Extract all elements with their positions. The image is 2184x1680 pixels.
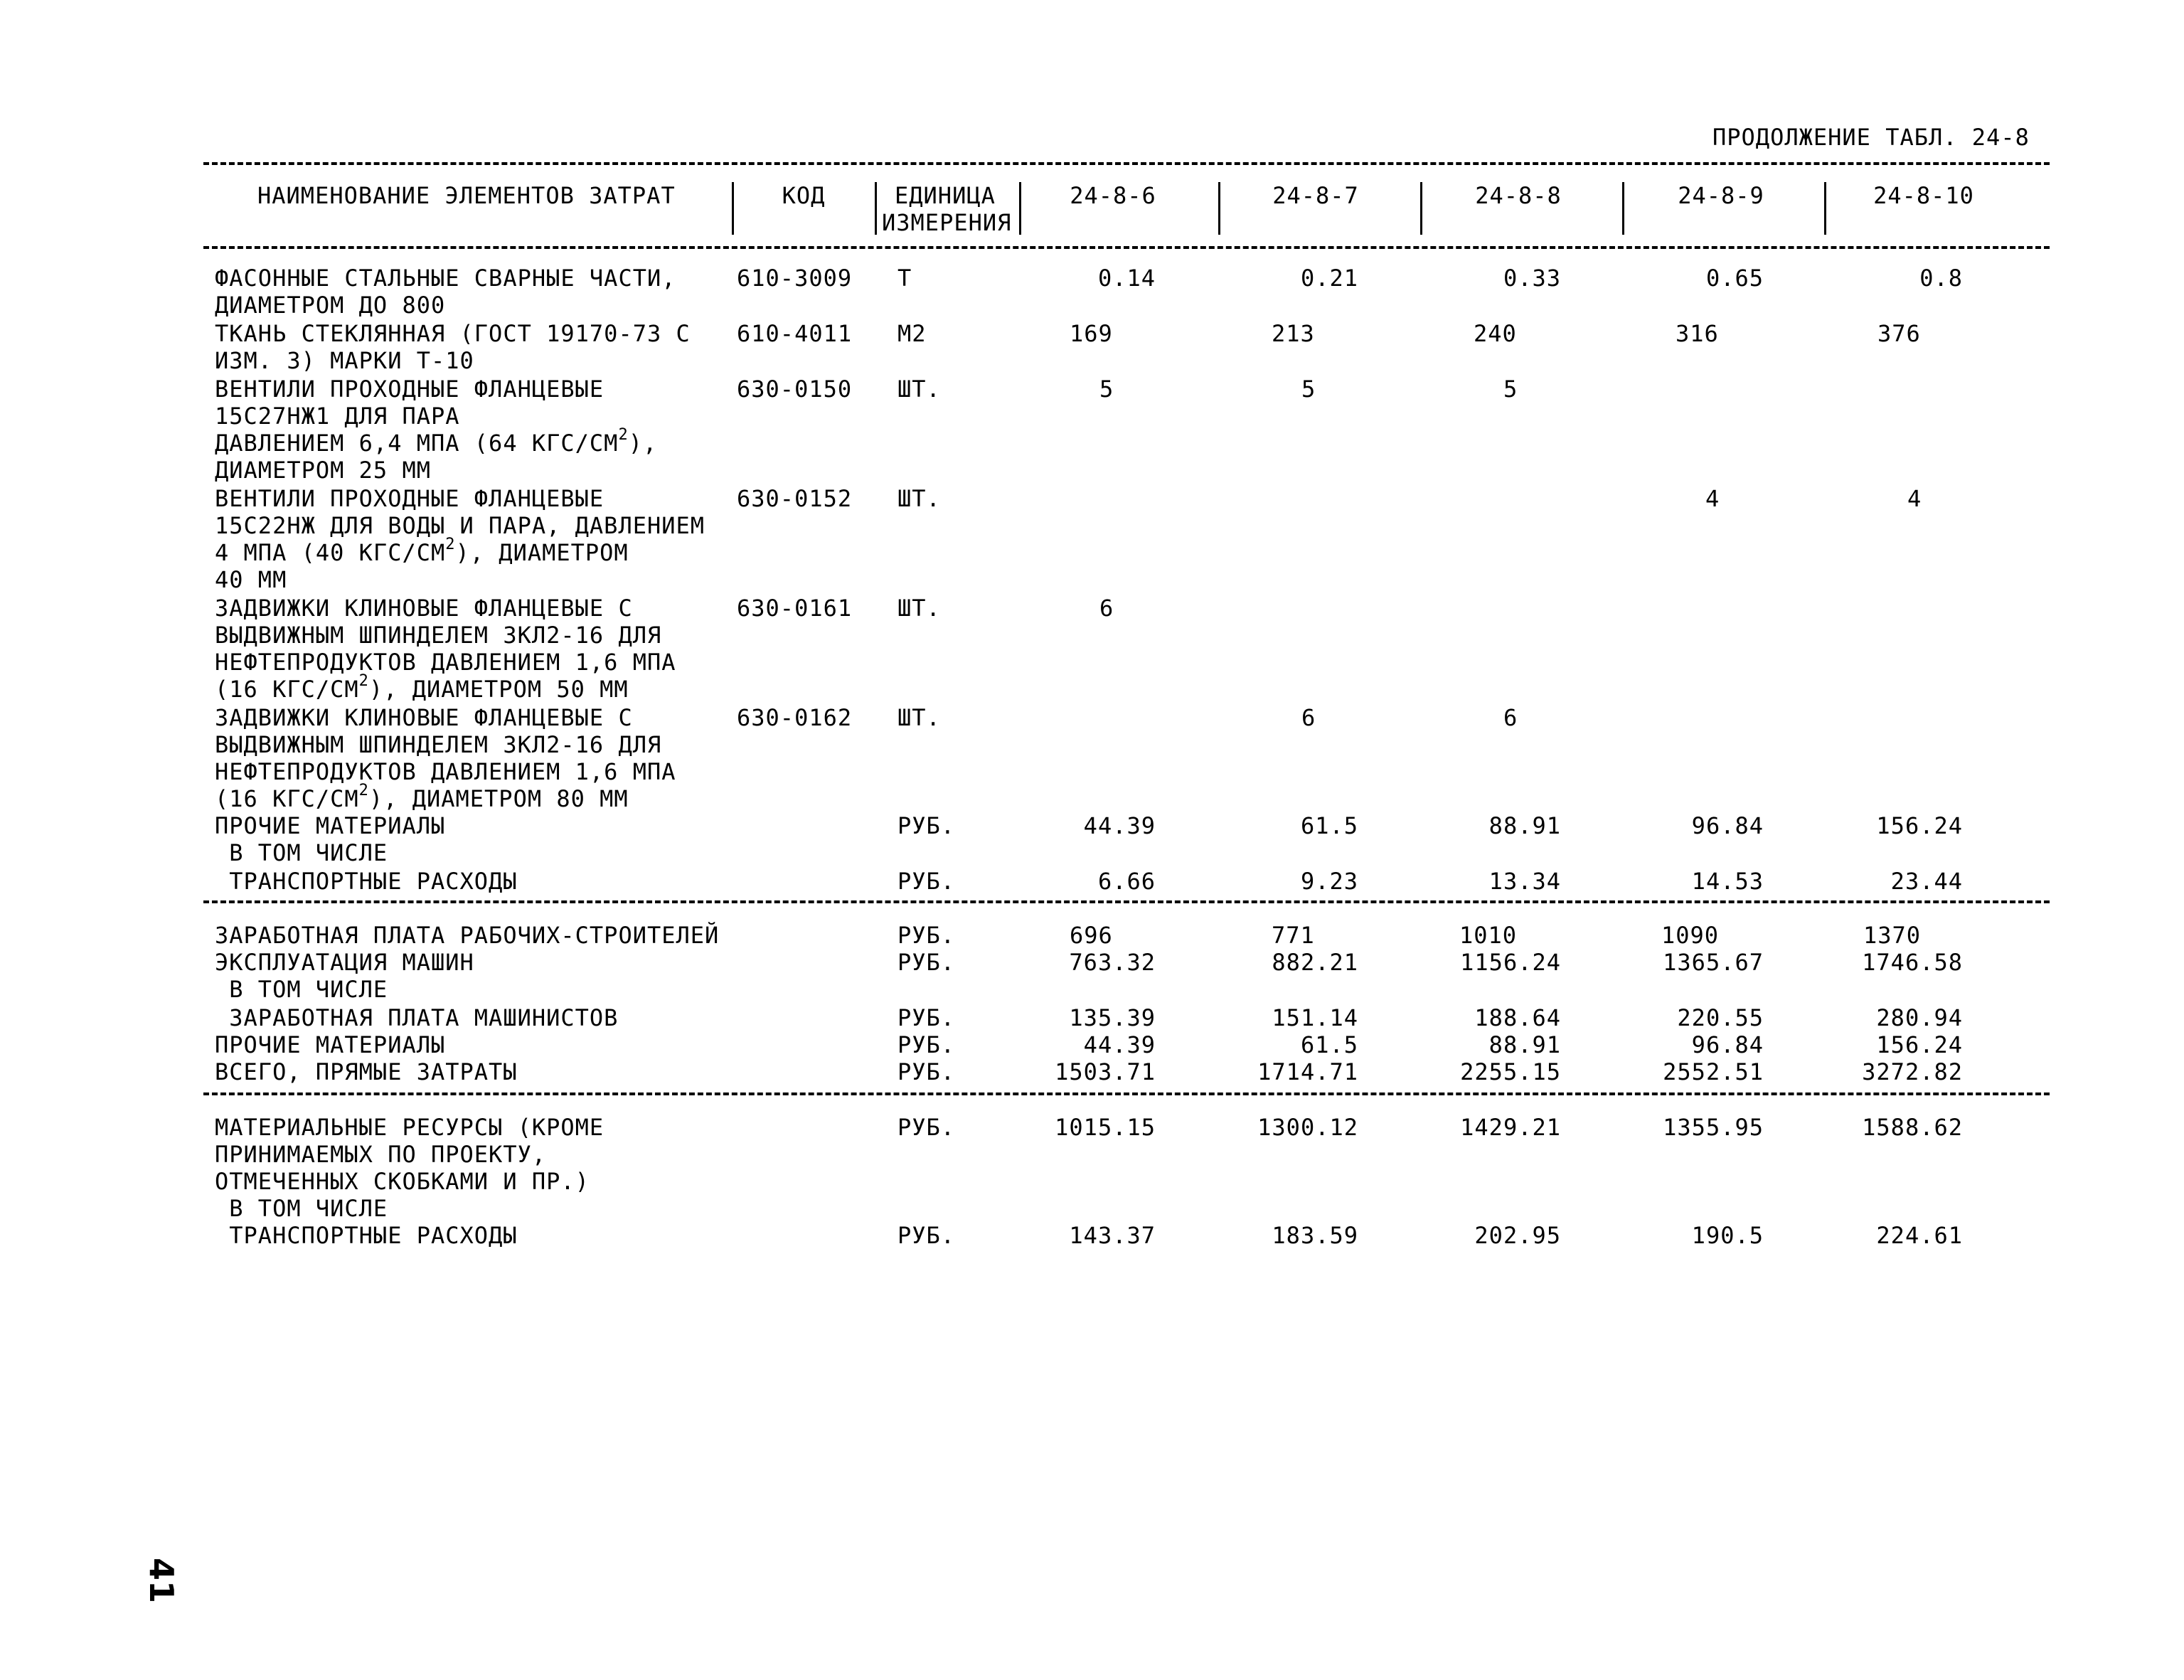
row-value: 169: [1070, 320, 1113, 347]
row-code: 610-4011: [737, 320, 853, 347]
rule-header-bottom: [203, 246, 2050, 249]
row-unit: РУБ.: [897, 1058, 956, 1085]
header-divider: [732, 182, 734, 235]
row-label: ЭКСПЛУАТАЦИЯ МАШИН: [215, 949, 474, 976]
row-code: 610-3009: [737, 265, 853, 292]
continuation-title: ПРОДОЛЖЕНИЕ ТАБЛ. 24-8: [1712, 124, 2030, 151]
header-divider: [1622, 182, 1624, 235]
header-divider: [1218, 182, 1220, 235]
row-value: 6.66: [1097, 868, 1156, 895]
row-label: МАТЕРИАЛЬНЫЕ РЕСУРСЫ (КРОМЕ: [215, 1114, 604, 1141]
row-value: 696: [1070, 922, 1113, 949]
header-divider: [875, 182, 877, 235]
row-value: 280.94: [1876, 1004, 1963, 1031]
header-col: 24-8-9: [1678, 182, 1764, 209]
row-value: 240: [1474, 320, 1517, 347]
row-label: ПРИНИМАЕМЫХ ПО ПРОЕКТУ,: [215, 1141, 547, 1168]
row-value: 1429.21: [1460, 1114, 1561, 1141]
row-value: 1156.24: [1460, 949, 1561, 976]
row-label: ПРОЧИЕ МАТЕРИАЛЫ: [215, 1031, 446, 1058]
row-value: 1503.71: [1055, 1058, 1156, 1085]
row-value: 188.64: [1474, 1004, 1561, 1031]
row-label: ВЕНТИЛИ ПРОХОДНЫЕ ФЛАНЦЕВЫЕ: [215, 485, 604, 512]
row-label: В ТОМ ЧИСЛЕ: [215, 839, 388, 866]
row-unit: РУБ.: [897, 1004, 956, 1031]
row-value: 882.21: [1272, 949, 1358, 976]
row-value: 9.23: [1300, 868, 1358, 895]
row-value: 0.21: [1300, 265, 1358, 292]
row-label: ЗАРАБОТНАЯ ПЛАТА МАШИНИСТОВ: [215, 1004, 619, 1031]
row-label: 4 МПА (40 КГС/$СМ^2$), ДИАМЕТРОМ: [215, 536, 629, 566]
row-value: 88.91: [1488, 812, 1561, 839]
row-value: 14.53: [1691, 868, 1764, 895]
row-value: 1714.71: [1257, 1058, 1358, 1085]
row-value: 23.44: [1890, 868, 1963, 895]
row-value: 2255.15: [1460, 1058, 1561, 1085]
row-value: 0.65: [1705, 265, 1764, 292]
row-value: 96.84: [1691, 812, 1764, 839]
row-label: ПРОЧИЕ МАТЕРИАЛЫ: [215, 812, 446, 839]
row-unit: ШТ.: [897, 595, 941, 622]
row-value: 6: [1099, 595, 1114, 622]
page-number: 41: [142, 1557, 181, 1604]
row-unit: ШТ.: [897, 376, 941, 403]
row-value: 213: [1272, 320, 1315, 347]
row-value: 61.5: [1300, 812, 1358, 839]
row-value: 5: [1503, 376, 1518, 403]
row-code: 630-0162: [737, 704, 853, 731]
row-value: 96.84: [1691, 1031, 1764, 1058]
row-value: 376: [1877, 320, 1921, 347]
row-value: 156.24: [1876, 1031, 1963, 1058]
row-value: 4: [1705, 485, 1720, 512]
row-label: ДАВЛЕНИЕМ 6,4 МПА (64 КГС/$СМ^2$),: [215, 426, 658, 457]
row-value: 1355.95: [1663, 1114, 1764, 1141]
row-value: 143.37: [1069, 1222, 1156, 1249]
row-value: 2552.51: [1663, 1058, 1764, 1085]
row-label: 15С27НЖ1 ДЛЯ ПАРА: [215, 403, 460, 430]
row-unit: М2: [897, 320, 927, 347]
row-value: 5: [1301, 376, 1316, 403]
row-value: 6: [1503, 704, 1518, 731]
row-unit: РУБ.: [897, 1114, 956, 1141]
row-unit: РУБ.: [897, 1222, 956, 1249]
row-value: 5: [1099, 376, 1114, 403]
row-unit: РУБ.: [897, 1031, 956, 1058]
header-divider: [1019, 182, 1021, 235]
row-label: ДИАМЕТРОМ ДО 800: [215, 292, 446, 319]
row-value: 61.5: [1300, 1031, 1358, 1058]
header-code: КОД: [782, 182, 826, 209]
row-unit: ШТ.: [897, 485, 941, 512]
row-code: 630-0150: [737, 376, 853, 403]
row-value: 0.33: [1503, 265, 1561, 292]
row-label: ТРАНСПОРТНЫЕ РАСХОДЫ: [215, 868, 518, 895]
header-divider: [1824, 182, 1826, 235]
row-value: 220.55: [1677, 1004, 1764, 1031]
row-value: 44.39: [1083, 1031, 1156, 1058]
row-value: 3272.82: [1862, 1058, 1963, 1085]
row-label: 15С22НЖ ДЛЯ ВОДЫ И ПАРА, ДАВЛЕНИЕМ: [215, 512, 705, 539]
row-value: 135.39: [1069, 1004, 1156, 1031]
row-unit: ШТ.: [897, 704, 941, 731]
row-value: 1588.62: [1862, 1114, 1963, 1141]
row-value: 1746.58: [1862, 949, 1963, 976]
header-col: 24-8-6: [1070, 182, 1156, 209]
row-label: ТКАНЬ СТЕКЛЯННАЯ (ГОСТ 19170-73 С: [215, 320, 691, 347]
header-col: 24-8-8: [1475, 182, 1562, 209]
row-value: 224.61: [1876, 1222, 1963, 1249]
row-value: 1300.12: [1257, 1114, 1358, 1141]
row-label: НЕФТЕПРОДУКТОВ ДАВЛЕНИЕМ 1,6 МПА: [215, 649, 676, 676]
row-value: 202.95: [1474, 1222, 1561, 1249]
row-label: ЗАДВИЖКИ КЛИНОВЫЕ ФЛАНЦЕВЫЕ С: [215, 595, 633, 622]
row-label: В ТОМ ЧИСЛЕ: [215, 1195, 388, 1222]
row-unit: РУБ.: [897, 812, 956, 839]
header-divider: [1420, 182, 1422, 235]
row-label: ЗАРАБОТНАЯ ПЛАТА РАБОЧИХ-СТРОИТЕЛЕЙ: [215, 922, 720, 949]
row-value: 0.8: [1919, 265, 1963, 292]
row-value: 88.91: [1488, 1031, 1561, 1058]
row-label: ДИАМЕТРОМ 25 ММ: [215, 457, 431, 484]
row-value: 1370: [1863, 922, 1922, 949]
row-label: (16 КГС/$СМ^2$), ДИАМЕТРОМ 50 ММ: [215, 672, 629, 703]
row-label: ЗАДВИЖКИ КЛИНОВЫЕ ФЛАНЦЕВЫЕ С: [215, 704, 633, 731]
header-col: 24-8-7: [1272, 182, 1359, 209]
header-name: НАИМЕНОВАНИЕ ЭЛЕМЕНТОВ ЗАТРАТ: [257, 182, 676, 209]
header-unit: ИЗМЕРЕНИЯ: [882, 209, 1012, 236]
row-value: 1090: [1661, 922, 1720, 949]
header-col: 24-8-10: [1873, 182, 1974, 209]
row-value: 1010: [1459, 922, 1518, 949]
row-value: 156.24: [1876, 812, 1963, 839]
row-value: 1365.67: [1663, 949, 1764, 976]
row-value: 4: [1907, 485, 1922, 512]
header-unit: ЕДИНИЦА: [895, 182, 996, 209]
row-label: ВЫДВИЖНЫМ ШПИНДЕЛЕМ ЗКЛ2-16 ДЛЯ: [215, 731, 662, 758]
row-value: 183.59: [1272, 1222, 1358, 1249]
row-label: ВЕНТИЛИ ПРОХОДНЫЕ ФЛАНЦЕВЫЕ: [215, 376, 604, 403]
row-value: 44.39: [1083, 812, 1156, 839]
row-label: ОТМЕЧЕННЫХ СКОБКАМИ И ПР.): [215, 1168, 590, 1195]
row-value: 316: [1676, 320, 1719, 347]
row-code: 630-0152: [737, 485, 853, 512]
row-label: ТРАНСПОРТНЫЕ РАСХОДЫ: [215, 1222, 518, 1249]
row-unit: РУБ.: [897, 868, 956, 895]
row-value: 151.14: [1272, 1004, 1358, 1031]
row-label: В ТОМ ЧИСЛЕ: [215, 976, 388, 1003]
row-value: 190.5: [1691, 1222, 1764, 1249]
row-value: 6: [1301, 704, 1316, 731]
row-unit: РУБ.: [897, 922, 956, 949]
row-label: 40 ММ: [215, 566, 287, 593]
rule-top: [203, 162, 2050, 165]
row-value: 1015.15: [1055, 1114, 1156, 1141]
row-label: ИЗМ. 3) МАРКИ Т-10: [215, 347, 474, 374]
row-value: 13.34: [1488, 868, 1561, 895]
row-unit: РУБ.: [897, 949, 956, 976]
row-value: 771: [1272, 922, 1315, 949]
row-label: ВЫДВИЖНЫМ ШПИНДЕЛЕМ ЗКЛ2-16 ДЛЯ: [215, 622, 662, 649]
row-label: ФАСОННЫЕ СТАЛЬНЫЕ СВАРНЫЕ ЧАСТИ,: [215, 265, 676, 292]
row-value: 763.32: [1069, 949, 1156, 976]
rule-section-2: [203, 1092, 2050, 1095]
row-value: 0.14: [1097, 265, 1156, 292]
row-code: 630-0161: [737, 595, 853, 622]
row-label: (16 КГС/$СМ^2$), ДИАМЕТРОМ 80 ММ: [215, 782, 629, 812]
row-unit: Т: [897, 265, 912, 292]
row-label: НЕФТЕПРОДУКТОВ ДАВЛЕНИЕМ 1,6 МПА: [215, 758, 676, 785]
rule-section-1: [203, 900, 2050, 903]
row-label: ВСЕГО, ПРЯМЫЕ ЗАТРАТЫ: [215, 1058, 518, 1085]
